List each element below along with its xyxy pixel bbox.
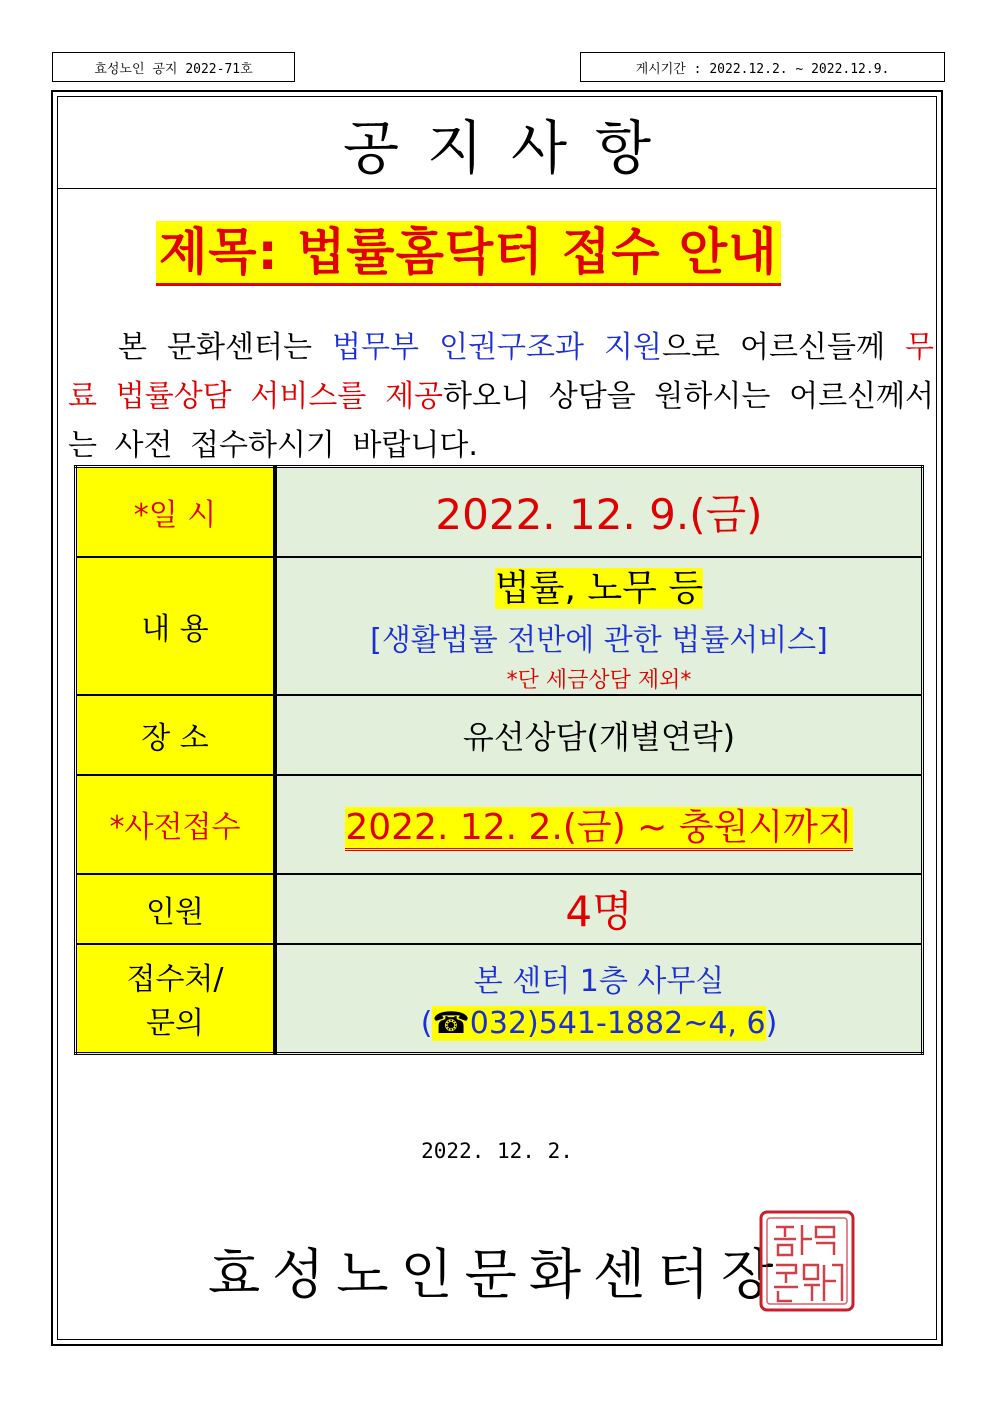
people-value: 4명: [275, 874, 923, 944]
date-value: 2022. 12. 9.(금): [275, 467, 923, 557]
row-registration: [76, 775, 923, 874]
issue-date: 2022. 12. 2.: [421, 1139, 573, 1163]
signer-name: 효성노인문화센터장: [208, 1243, 786, 1306]
intro-text-2: 으로 어르신들께: [662, 330, 906, 365]
registration-label: *사전접수: [76, 775, 276, 874]
people-label: 인원: [76, 874, 276, 944]
content-note: *단 세금상담 제외*: [506, 667, 692, 693]
contact-value: [275, 944, 923, 1054]
row-people: [76, 874, 923, 944]
notice-inner-frame: [57, 96, 937, 1340]
page-title: 공지사항: [58, 97, 936, 189]
intro-text-3: 하오니 상담을 원하시는 어르신께서는 사전 접수하시기 바랍니다.: [68, 379, 935, 463]
row-content: [76, 557, 923, 695]
content-value: [275, 557, 923, 695]
info-table: [74, 465, 924, 1055]
content-main: 법률, 노무 등: [494, 567, 704, 609]
place-value: 유선상담(개별연락): [275, 695, 923, 775]
subject-heading: 제목: 법률홈닥터 접수 안내: [156, 221, 781, 286]
phone-icon: ☎: [432, 1005, 470, 1041]
contact-phone: (☎032)541-1882~4, 6): [420, 1005, 778, 1041]
content-label: 내 용: [76, 557, 276, 695]
intro-highlight-red: 무료 법률상담 서비스를 제공: [68, 330, 935, 414]
row-place: [76, 695, 923, 775]
content-sub: [생활법률 전반에 관한 법률서비스]: [370, 622, 828, 658]
place-label: 장 소: [76, 695, 276, 775]
contact-place: 본 센터 1층 사무실: [473, 963, 725, 999]
posting-period: 게시기간 : 2022.12.2. ~ 2022.12.9.: [580, 52, 945, 82]
intro-paragraph: [68, 323, 934, 470]
row-date: [76, 467, 923, 557]
official-seal-stamp: [758, 1209, 856, 1313]
row-contact: [76, 944, 923, 1054]
contact-label: 접수처/ 문의: [76, 944, 276, 1054]
notice-frame: [51, 90, 943, 1346]
registration-value: 2022. 12. 2.(금) ~ 충원시까지: [275, 775, 923, 874]
intro-text-1: 본 문화센터는: [118, 330, 333, 365]
date-label: *일 시: [76, 467, 276, 557]
notice-number: 효성노인 공지 2022-71호: [52, 52, 295, 82]
intro-highlight-blue: 법무부 인권구조과 지원: [332, 330, 663, 365]
